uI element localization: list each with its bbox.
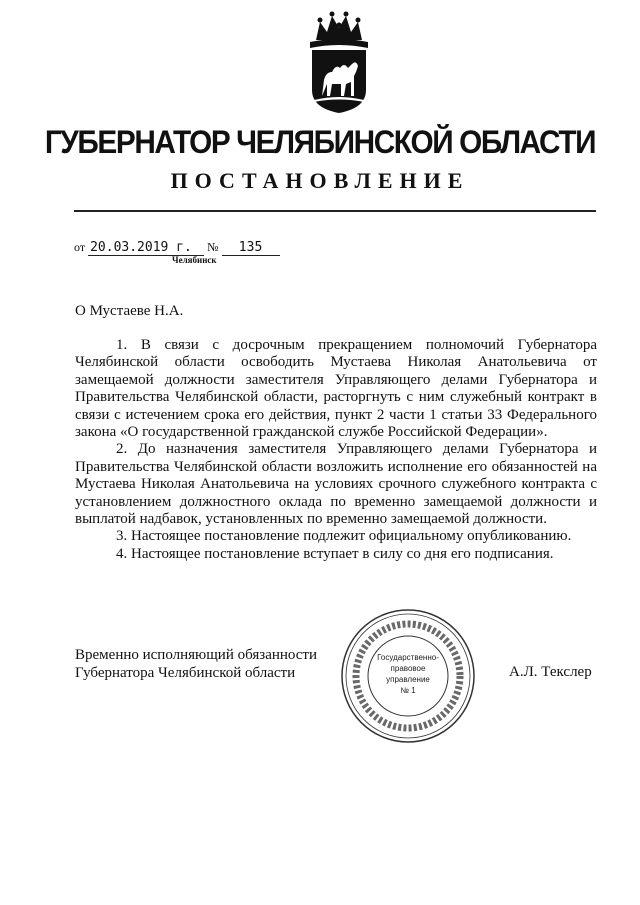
document-type: ПОСТАНОВЛЕНИЕ xyxy=(170,168,470,193)
official-stamp xyxy=(338,606,478,746)
signer-line-1: Временно исполняющий обязанности xyxy=(75,647,318,663)
paragraph-4: 4. Настоящее постановление вступает в силу со дня его подписания. xyxy=(116,545,554,562)
stamp-center-line-3: управление xyxy=(386,675,430,684)
coat-of-arms-icon xyxy=(296,10,382,114)
paragraph-2: 2. До назначения заместителя Управляющего делами Губернатора и Правительства Челябинской области возложить исполнение его обязанностей на Мустаева Николая Анатольевича на условиях срочного служебного контракта с установлением должностного оклада по временно замещаемой должности и выплатой надбавок, установленных по временно замещаемой должности. xyxy=(75,441,597,528)
document-subject: О Мустаеве Н.А. xyxy=(75,303,184,319)
document-number: 135 xyxy=(222,240,280,256)
paragraph-1: 1. В связи с досрочным прекращением полномочий Губернатора Челябинской области освободить Мустаева Николая Анатольевича от замещаемой должности заместителя Управляющего делами Губернатора и Правительства Челябинской области, расторгнуть с ним служебный контракт в связи с истечением срока его действия, пункт 2 части 1 статьи 33 Федерального закона «О государственной гражданской службе Российской Федерации». xyxy=(75,337,597,441)
document-body xyxy=(75,337,597,563)
document-date: 20.03.2019 г. xyxy=(88,240,204,256)
header-divider xyxy=(74,210,596,212)
date-label: от xyxy=(74,240,86,254)
stamp-center-line-1: Государственно- xyxy=(377,653,439,662)
paragraph-3: 3. Настоящее постановление подлежит официальному опубликованию. xyxy=(116,528,572,545)
date-number-line xyxy=(74,240,280,256)
stamp-center-line-2: правовое xyxy=(390,664,426,673)
signer-name: А.Л. Текслер xyxy=(509,664,592,680)
stamp-center-line-4: № 1 xyxy=(400,686,416,695)
signer-line-2: Губернатора Челябинской области xyxy=(75,665,296,681)
number-label: № xyxy=(207,240,219,254)
city-label: Челябинск xyxy=(172,255,217,265)
document-title: ГУБЕРНАТОР ЧЕЛЯБИНСКОЙ ОБЛАСТИ xyxy=(44,124,596,160)
signer-position xyxy=(75,646,317,682)
